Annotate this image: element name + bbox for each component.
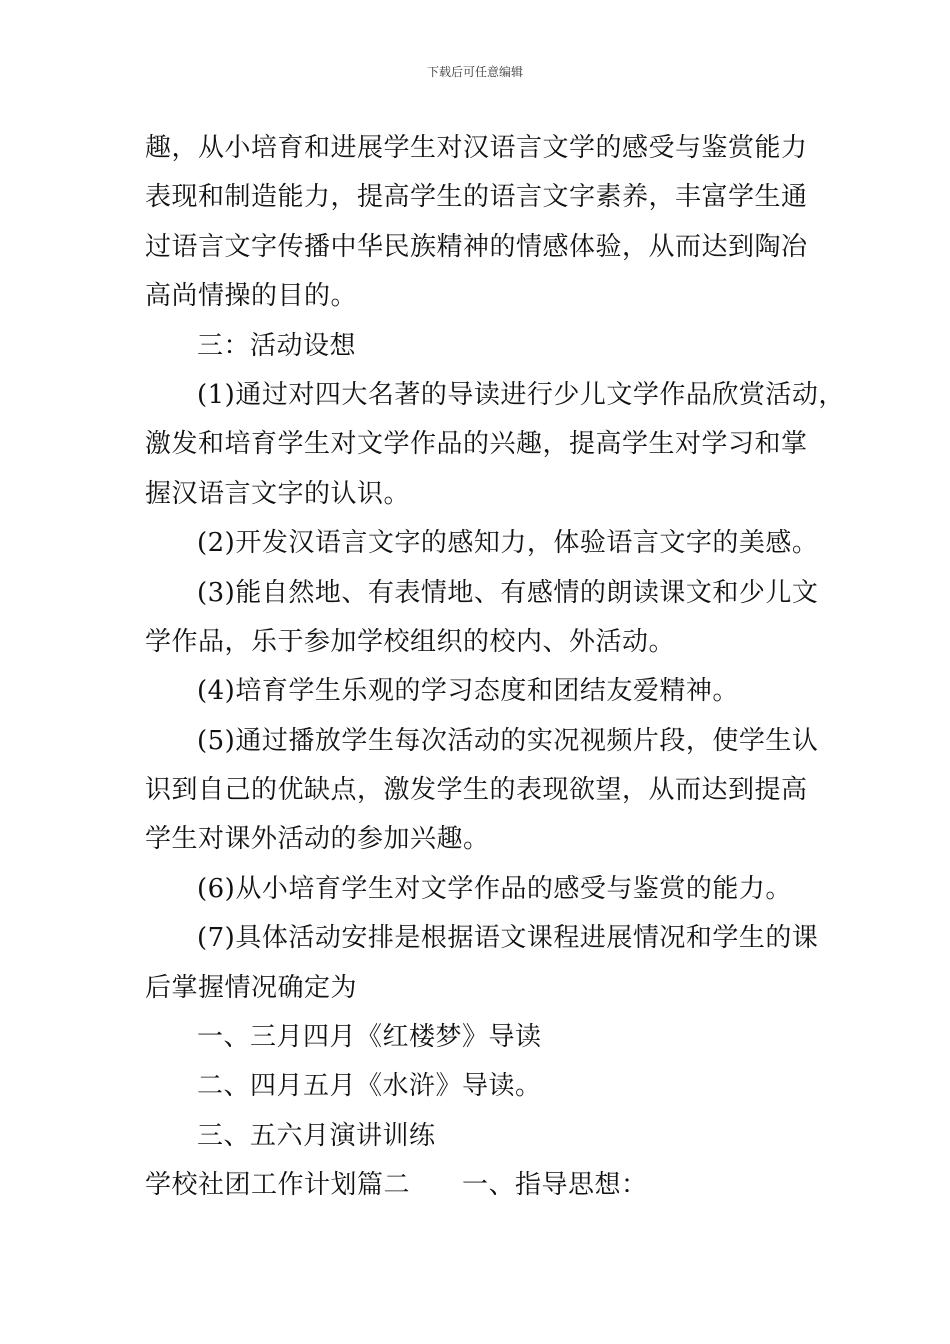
text-line: 后掌握情况确定为 xyxy=(145,972,358,1003)
document-body xyxy=(145,124,845,1211)
text-line: 握汉语言文字的认识。 xyxy=(145,478,411,509)
section-title-line xyxy=(145,1161,825,1210)
text-line: 识到自己的优缺点，激发学生的表现欲望，从而达到提高 xyxy=(145,775,808,806)
text-line: (4)培育学生乐观的学习态度和团结友爱精神。 xyxy=(197,676,739,707)
text-line: 过语言文字传播中华民族精神的情感体验，从而达到陶冶 xyxy=(145,231,808,262)
text-line: 高尚情操的目的。 xyxy=(145,281,358,312)
text-line: 表现和制造能力，提高学生的语言文字素养，丰富学生通 xyxy=(145,182,808,213)
text-line: (6)从小培育学生对文学作品的感受与鉴赏的能力。 xyxy=(197,873,792,904)
section-title: 学校社团工作计划篇二 xyxy=(145,1170,411,1201)
text-line: 激发和培育学生对文学作品的兴趣，提高学生对学习和掌 xyxy=(145,429,808,460)
section-heading: 三：活动设想 xyxy=(197,330,357,361)
text-line: (3)能自然地、有表情地、有感情的朗读课文和少儿文 xyxy=(197,577,819,608)
text-line: (5)通过播放学生每次活动的实况视频片段，使学生认 xyxy=(197,725,819,756)
text-line: 学生对课外活动的参加兴趣。 xyxy=(145,824,490,855)
subsection-heading: 一、指导思想： xyxy=(462,1170,648,1201)
text-line: 趣，从小培育和进展学生对汉语言文学的感受与鉴赏能力 xyxy=(145,133,808,163)
text-line: (1)通过对四大名著的导读进行少儿文学作品欣赏活动， xyxy=(197,379,845,410)
schedule-item: 二、四月五月《水浒》导读。 xyxy=(197,1071,542,1102)
page-header-note: 下载后可任意编辑 xyxy=(426,65,523,79)
text-line: (7)具体活动安排是根据语文课程进展情况和学生的课 xyxy=(197,923,819,954)
text-line: 学作品，乐于参加学校组织的校内、外活动。 xyxy=(145,626,676,657)
schedule-item: 三、五六月演讲训练 xyxy=(197,1120,436,1151)
text-line: (2)开发汉语言文字的感知力，体验语言文字的美感。 xyxy=(197,528,819,559)
schedule-item: 一、三月四月《红楼梦》导读 xyxy=(197,1022,542,1053)
